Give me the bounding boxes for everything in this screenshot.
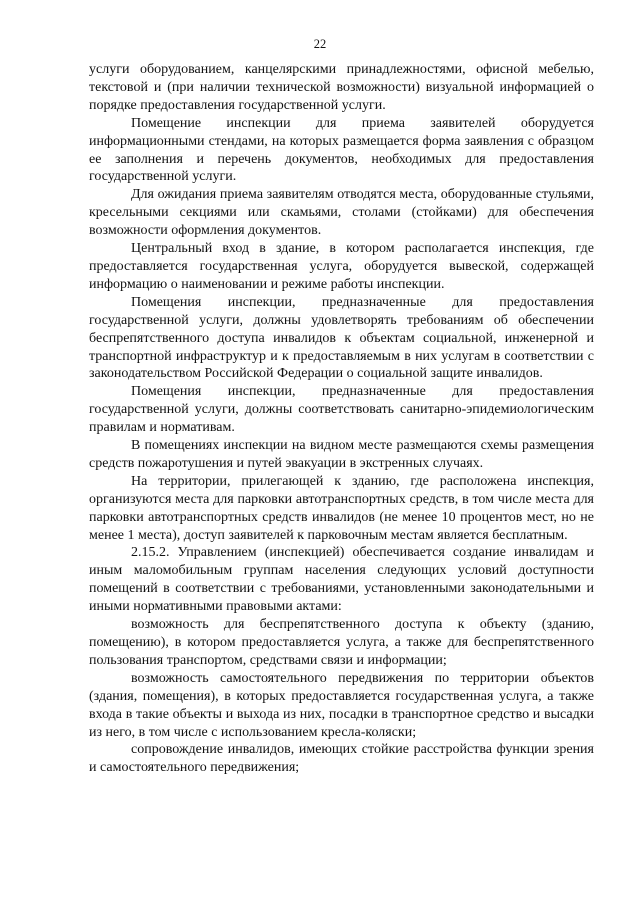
paragraph-waiting-area: Для ожидания приема заявителям отводятся места, оборудованные стульями, кресельными секциями или скамьями, столами (стойками) для обеспечения возможности оформления документов. (89, 187, 594, 239)
paragraph-information-stands: Помещение инспекции для приема заявителей оборудуется информационными стендами, на которых размещается форма заявления с образцом ее заполнения и перечень документов, необходимых для предоставления государственной услуги. (89, 115, 594, 185)
page-number: 22 (313, 37, 327, 51)
paragraph-accompaniment: сопровождение инвалидов, имеющих стойкие расстройства функции зрения и самостоятельного передвижения; (89, 742, 594, 776)
paragraph-barrier-free-access: возможность для беспрепятственного доступа к объекту (зданию, помещению), в котором предоставляется услуга, а также для беспрепятственного пользования транспортом, средствами связи и информации; (89, 617, 594, 668)
document-body (89, 61, 594, 777)
paragraph-independent-movement: возможность самостоятельного передвижения по территории объектов (здания, помещения), в которых предоставляется государственная услуга, а также входа в такие объекты и выхода из них, посадки в транспортное средство и высадки из него, в том числе с использованием кресла-коляски; (89, 670, 594, 740)
paragraph-accessibility-requirements: Помещения инспекции, предназначенные для предоставления государственной услуги, должны удовлетворять требованиям об обеспечении беспрепятственного доступа инвалидов к объектам социальной, инженерной и транспортной инфраструктур и к предоставляемым в них услугам в соответствии с законодательством Российской Федерации о социальной защите инвалидов. (89, 294, 594, 382)
paragraph-central-entrance: Центральный вход в здание, в котором располагается инспекция, где предоставляется государственная услуга, оборудуется вывеской, содержащей информацию о наименовании и режиме работы инспекции. (89, 241, 594, 292)
paragraph-section-2-15-2: 2.15.2. Управлением (инспекцией) обеспечивается создание инвалидам и иным маломобильным группам населения следующих условий доступности помещений в соответствии с требованиями, установленными законодательными и иными нормативными правовыми актами: (89, 545, 594, 615)
paragraph-sanitary-rules: Помещения инспекции, предназначенные для предоставления государственной услуги, должны соответствовать санитарно-эпидемиологическим правилам и нормативам. (89, 384, 594, 436)
paragraph-evacuation-schemes: В помещениях инспекции на видном месте размещаются схемы размещения средств пожаротушения и путей эвакуации в экстренных случаях. (89, 438, 594, 471)
paragraph-continuation: услуги оборудованием, канцелярскими принадлежностями, офисной мебелью, текстовой и (при наличии технической возможности) визуальной информацией о порядке предоставления государственной услуги. (89, 62, 594, 113)
paragraph-parking: На территории, прилегающей к зданию, где расположена инспекция, организуются места для парковки автотранспортных средств, в том числе места для парковки автотранспортных средств инвалидов (не менее 10 процентов мест, но не менее 1 места), доступ заявителей к парковочным местам является бесплатным. (89, 473, 594, 543)
